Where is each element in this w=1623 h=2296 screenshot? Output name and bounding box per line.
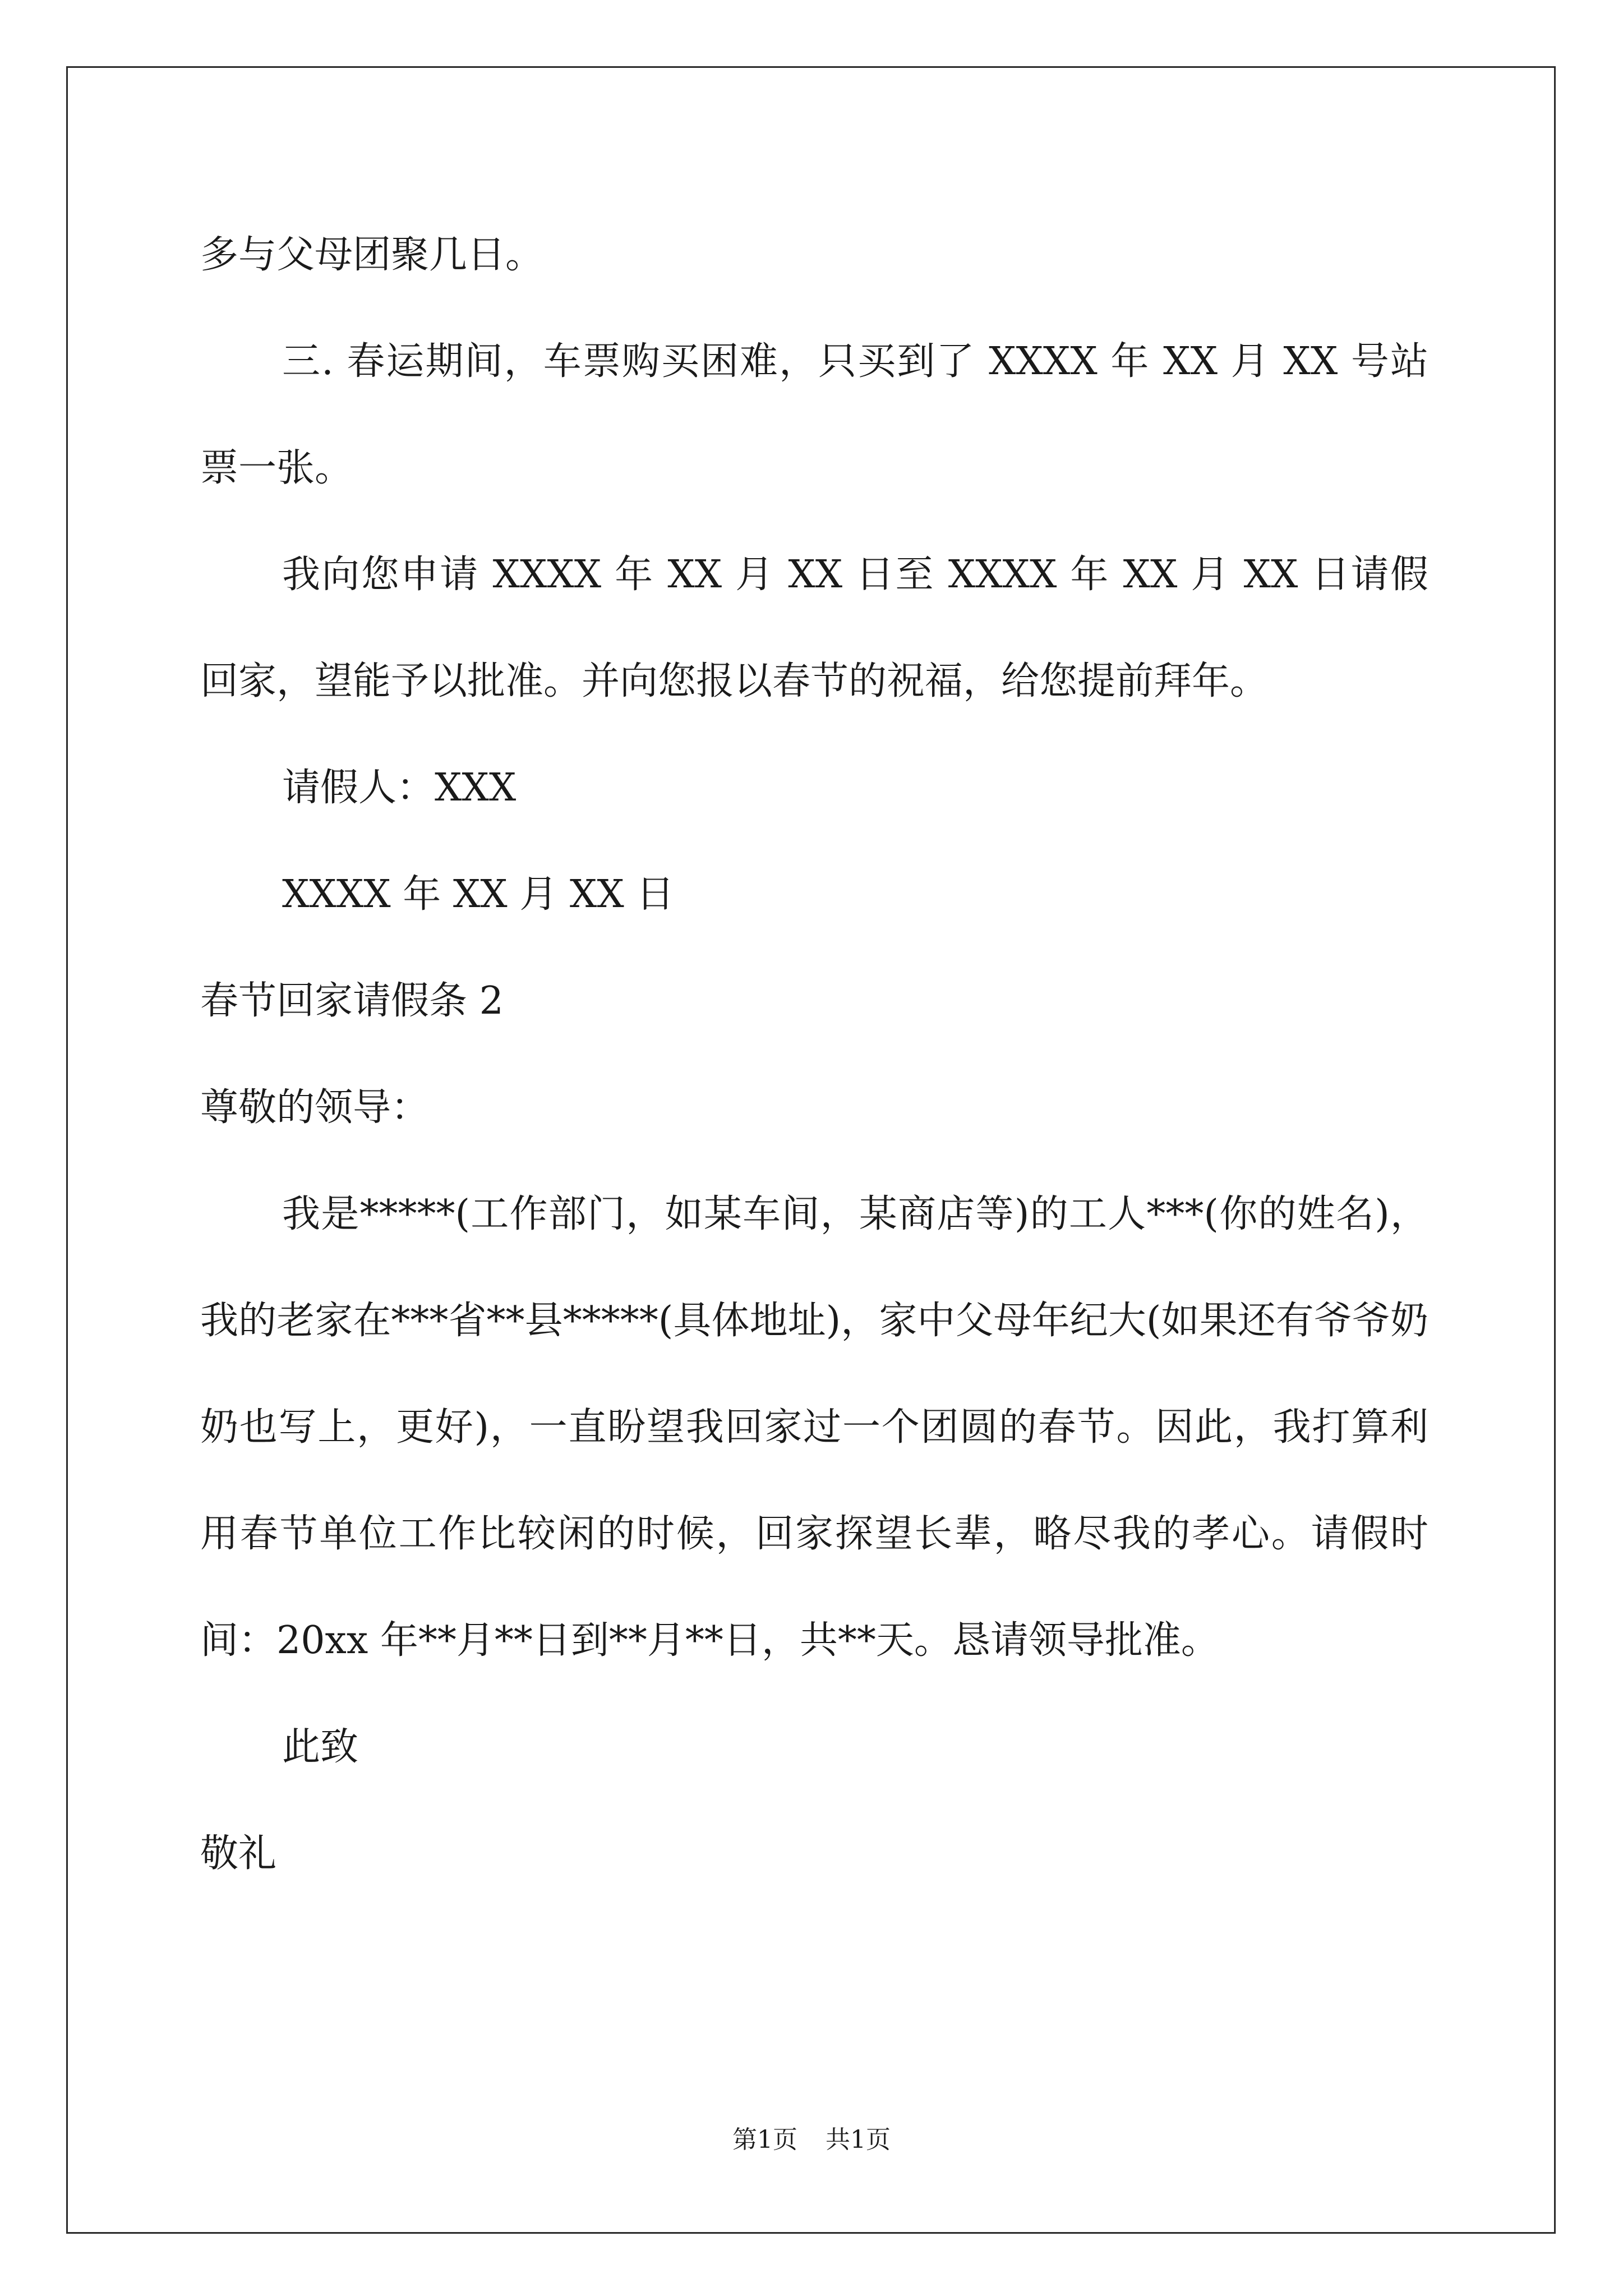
page-number: 第1页 bbox=[732, 2125, 797, 2154]
closing-line: 此致 bbox=[282, 1725, 359, 1769]
applicant-line: 请假人：XXX bbox=[282, 766, 517, 810]
section-title: 春节回家请假条 2 bbox=[200, 979, 504, 1023]
page-total: 共1页 bbox=[826, 2125, 891, 2154]
page-footer bbox=[0, 2119, 1623, 2155]
paragraph-3: 我向您申请 XXXX 年 XX 月 XX 日至 XXXX 年 XX 月 XX 日请假回家，望能予以批准。并向您报以春节的祝福，给您提前拜年。 bbox=[200, 553, 1428, 703]
closing-regards: 敬礼 bbox=[200, 1832, 277, 1876]
document-body bbox=[200, 202, 1428, 1907]
paragraph-1: 多与父母团聚几日。 bbox=[200, 233, 544, 277]
date-line: XXXX 年 XX 月 XX 日 bbox=[282, 872, 675, 917]
salutation: 尊敬的领导： bbox=[200, 1085, 430, 1130]
paragraph-2: 三. 春运期间，车票购买困难，只买到了 XXXX 年 XX 月 XX 号站票一张。 bbox=[200, 339, 1428, 490]
paragraph-body: 我是*****(工作部门，如某车间，某商店等)的工人***(你的姓名)，我的老家在***省**县*****(具体地址)，家中父母年纪大(如果还有爷爷奶奶也写上，更好)，一直盼望我回家过一个团圆的春节。因此，我打算利用春节单位工作比较闲的时候，回家探望长辈，略尽我的孝心。请假时间：20xx 年**月**日到**月**日，共**天。恳请领导批准。 bbox=[200, 1192, 1428, 1663]
